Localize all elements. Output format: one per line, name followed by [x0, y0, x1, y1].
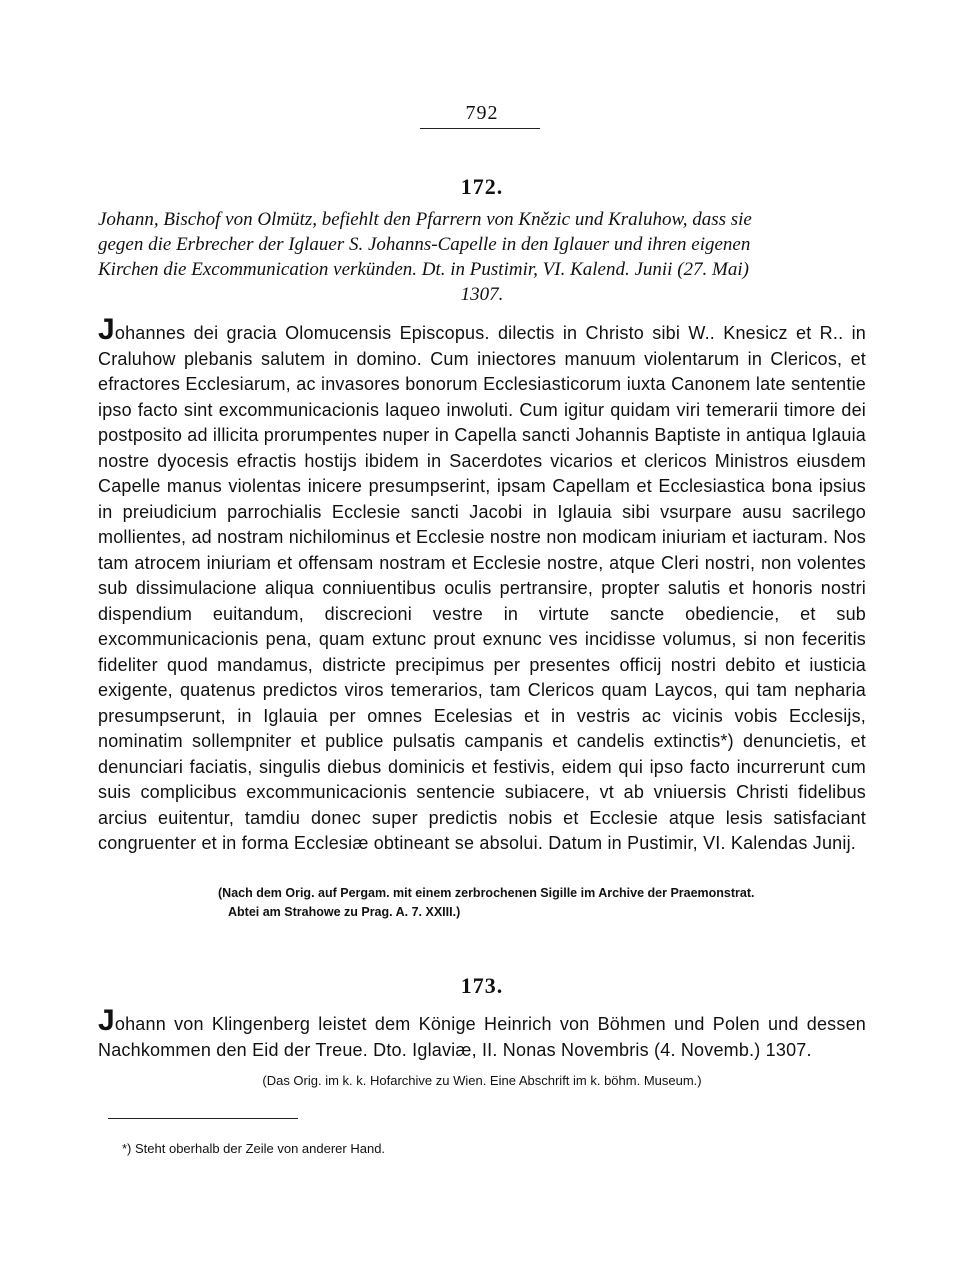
document-body: ohannes dei gracia Olomucensis Episcopus. dilectis in Christo sibi W.. Knesicz et R.. in Craluhow plebanis salutem in domino. Cum iniectores manuum violentarum in Clericos, et efractores Ecclesiarum, ac invasores bonorum Ecclesiasticorum iuxta Canonem late sententie ipso facto sint excommunicacionis laqueo inwoluti. Cum igitur quidam viri temerarii timore dei postposito ad illicita prorumpentes nuper in Capella sancti Johannis Baptiste in antiqua Iglauia nostre dyocesis efractis hostijs ibidem in Sacerdotes vicarios et clericos Ministros eiusdem Capelle manus violentas inicere presumpserint, ipsam Capellam et Ecclesiastica bona ipsius in preiudicium parrochialis Ecclesie sancti Jacobi in Iglauia sibi vsurpare ausu sacrilego mollientes, ad nostram nichilominus et Ecclesie nostre non modicam iniuriam et iacturam. Nos tam atrocem iniuriam et offensam nostram et Ecclesie nostre, atque Cleri nostri, non volentes sub dissimulacione aliqua conniuentibus oculis pertransire, propter salutis et honoris nostri dispendium euitandum, discrecioni vestre in virtute sancte obediencie, et sub excommunicacionis pena, quam extunc prout exnunc ves incidisse volumus, si non feceritis fideliter quod mandamus, districte precipimus per presentes officij nostri debito et iusticia exigente, quatenus predictos viros temerarios, tam Clericos quam Laycos, qui tam nepharia presumpserunt, in Iglauia per omnes Ecelesias et in vestris ac vicinis vobis Ecclesijs, nominatim sollempniter et publice pulsatis campanis et candelis extinctis*) denuncietis, et denunciari faciatis, singulis diebus dominicis et festivis, eidem qui ipso facto incurrerunt cum suis complicibus excommunicacionis sentencie subiacere, vt ab vniuersis Christi fidelibus arcius euitentur, tamdiu donec super predictis nobis et Ecclesie atque lesis satisfaciant congruenter et in forma Ecclesiæ obtineant se absolui. Datum in Pustimir, VI. Kalendas Junij.	[98, 323, 866, 853]
source-note-172	[218, 884, 755, 922]
source-note-173: (Das Orig. im k. k. Hofarchive zu Wien. Eine Abschrift im k. böhm. Museum.)	[262, 1073, 702, 1088]
document-body: ohann von Klingenberg leistet dem Könige Heinrich von Böhmen und Polen und dessen Nachkommen den Eid der Treue. Dto. Iglaviæ, II. Nonas Novembris (4. Novemb.) 1307.	[98, 1014, 866, 1060]
initial-letter: J	[98, 313, 115, 346]
regest-line: Kirchen die Excommunication verkünden. Dt. in Pustimir, VI. Kalend. Junii (27. Mai)	[98, 259, 749, 280]
regest-line: Johann, Bischof von Olmütz, befiehlt den Pfarrern von Knězic und Kraluhow, dass sie	[98, 209, 752, 230]
document-number-172: 172.	[460, 174, 504, 199]
regest-172	[98, 207, 866, 307]
regest-year: 1307.	[460, 284, 504, 305]
source-note-line: (Nach dem Orig. auf Pergam. mit einem zerbrochenen Sigille im Archive der Praemonstrat.	[218, 886, 755, 900]
document-number-173: 173.	[460, 973, 504, 998]
page-number-rule	[420, 128, 540, 129]
initial-letter: J	[98, 1004, 115, 1037]
footnote-rule	[108, 1118, 298, 1119]
source-note-line: Abtei am Strahowe zu Prag. A. 7. XXIII.)	[228, 905, 461, 919]
footnote: *) Steht oberhalb der Zeile von anderer Hand.	[122, 1141, 386, 1156]
document-text-173	[98, 1004, 866, 1063]
regest-line: gegen die Erbrecher der Iglauer S. Johanns-Capelle in den Iglauer und ihren eigenen	[98, 234, 751, 255]
page-number: 792	[465, 102, 499, 124]
document-text-172	[98, 313, 866, 857]
